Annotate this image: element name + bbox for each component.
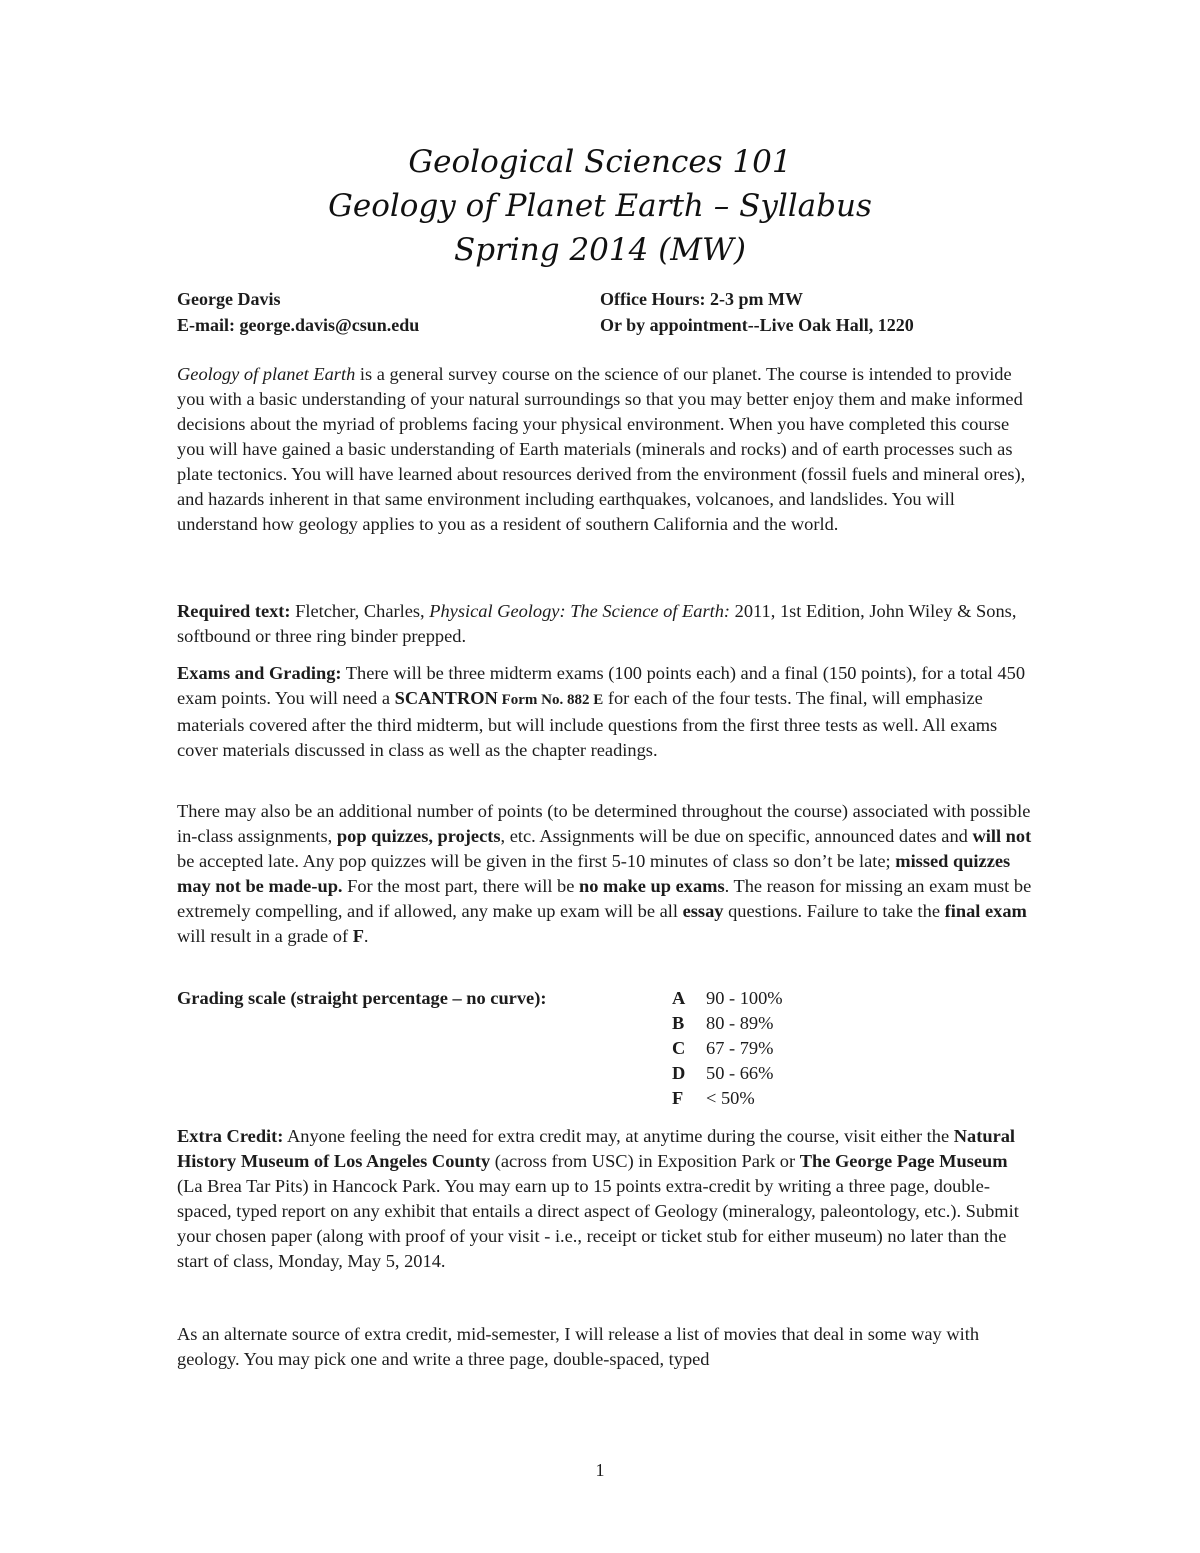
- essay: essay: [682, 901, 724, 921]
- contact-left: [177, 286, 419, 338]
- no-makeup-exams: no make up exams: [579, 876, 725, 896]
- office-hours: Office Hours: 2-3 pm MW: [600, 289, 803, 309]
- instructor-email: E-mail: george.davis@csun.edu: [177, 315, 420, 335]
- required-text-label: Required text:: [177, 601, 291, 621]
- grade-f: F: [352, 926, 364, 946]
- exams-text-1: There will be three midterm exams (100 points each) and a final (150 points), for a total 450 exam points. You will need a: [177, 663, 1026, 708]
- grade-letter: B: [672, 1013, 685, 1033]
- course-title: Geological Sciences 101: [408, 144, 792, 180]
- grade-row: [672, 1011, 783, 1036]
- alternate-credit-text: As an alternate source of extra credit, mid-semester, I will release a list of movies that deal in some way with geology. You may pick one and write a three page, double-spaced, typed: [177, 1324, 980, 1369]
- extra-credit-text-2: (across from USC) in Exposition Park or: [490, 1151, 800, 1171]
- instructor-name: George Davis: [177, 289, 281, 309]
- grading-scale-label: Grading scale (straight percentage – no curve):: [177, 988, 547, 1008]
- points-text-7: will result in a grade of: [177, 926, 353, 946]
- points-text-4: For the most part, there will be: [342, 876, 580, 896]
- course-subtitle: Geology of Planet Earth – Syllabus: [328, 188, 872, 224]
- required-text-paragraph: [177, 599, 1037, 649]
- extra-credit-text-3: (La Brea Tar Pits) in Hancock Park. You may earn up to 15 points extra-credit by writing a three page, double-spaced, typed report on any exhibit that entails a direct aspect of Geology (mineralogy, paleontology, etc.). Submit your chosen paper (along with proof of your visit - i.e., receipt or ticket stub for either museum) no later than the start of class, Monday, May 5, 2014.: [177, 1176, 1019, 1271]
- grade-range: 50 - 66%: [706, 1063, 774, 1083]
- exams-paragraph: [177, 661, 1037, 763]
- points-text-5: . The reason for missing an exam must be extremely compelling, and if allowed, any make up exam will be all: [177, 876, 1032, 921]
- extra-credit-paragraph: [177, 1124, 1037, 1274]
- scantron: SCANTRON: [394, 688, 498, 708]
- grade-letter: C: [672, 1038, 686, 1058]
- contact-right: [600, 286, 914, 338]
- pop-quizzes: pop quizzes, projects: [336, 826, 501, 846]
- grade-range: 90 - 100%: [706, 988, 783, 1008]
- grade-letter: A: [672, 988, 686, 1008]
- exams-label: Exams and Grading:: [177, 663, 342, 683]
- points-text-2: , etc. Assignments will be due on specific, announced dates and: [500, 826, 973, 846]
- grade-range: 67 - 79%: [706, 1038, 774, 1058]
- alternate-credit-paragraph: [177, 1322, 1037, 1372]
- extra-credit-text-1: Anyone feeling the need for extra credit may, at anytime during the course, visit either the: [283, 1126, 954, 1146]
- points-text-1: There may also be an additional number of points (to be determined throughout the course) associated with possible in-class assignments,: [177, 801, 1031, 846]
- final-exam: final exam: [944, 901, 1027, 921]
- term: Spring 2014 (MW): [453, 232, 747, 268]
- office-location: Or by appointment--Live Oak Hall, 1220: [600, 315, 914, 335]
- natural-history-museum: Natural History Museum of Los Angeles County: [177, 1126, 1016, 1171]
- course-name: Geology of planet Earth: [177, 364, 356, 384]
- page-number: 1: [595, 1460, 605, 1480]
- textbook-author: Fletcher, Charles,: [290, 601, 430, 621]
- points-text-8: .: [363, 926, 369, 946]
- missed-quizzes: missed quizzes may not be made-up.: [177, 851, 1011, 896]
- points-text-6: questions. Failure to take the: [723, 901, 945, 921]
- scantron-form: Form No. 882 E: [497, 692, 604, 708]
- grade-row: [672, 1086, 783, 1111]
- grade-letter: D: [672, 1063, 686, 1083]
- grade-row: [672, 1036, 783, 1061]
- points-paragraph: [177, 799, 1037, 949]
- exams-text-2: for each of the four tests. The final, will emphasize materials covered after the third midterm, but will include questions from the first three tests as well. All exams cover materials discussed in class as well as the chapter readings.: [177, 688, 998, 760]
- grade-range: < 50%: [706, 1088, 755, 1108]
- extra-credit-label: Extra Credit:: [177, 1126, 284, 1146]
- textbook-title: Physical Geology: The Science of Earth:: [429, 601, 731, 621]
- points-text-3: be accepted late. Any pop quizzes will be given in the first 5-10 minutes of class so don’t be late;: [177, 851, 896, 871]
- grade-row: [672, 986, 783, 1011]
- george-page-museum: The George Page Museum: [799, 1151, 1008, 1171]
- title-block: [0, 140, 1200, 272]
- grading-scale-table: [672, 986, 783, 1111]
- grade-row: [672, 1061, 783, 1086]
- textbook-details: 2011, 1st Edition, John Wiley & Sons, softbound or three ring binder prepped.: [177, 601, 1017, 646]
- intro-text: is a general survey course on the science of our planet. The course is intended to provide you with a basic understanding of your natural surroundings so that you may better enjoy them and make informed decisions about the myriad of problems facing your physical environment. When you have completed this course you will have gained a basic understanding of Earth materials (minerals and rocks) and of earth processes such as plate tectonics. You will have learned about resources derived from the environment (fossil fuels and mineral ores), and hazards inherent in that same environment including earthquakes, volcanoes, and landslides. You will understand how geology applies to you as a resident of southern California and the world.: [177, 364, 1026, 534]
- grade-letter: F: [672, 1088, 684, 1108]
- will-not: will not: [972, 826, 1032, 846]
- grade-range: 80 - 89%: [706, 1013, 774, 1033]
- intro-paragraph: [177, 362, 1037, 537]
